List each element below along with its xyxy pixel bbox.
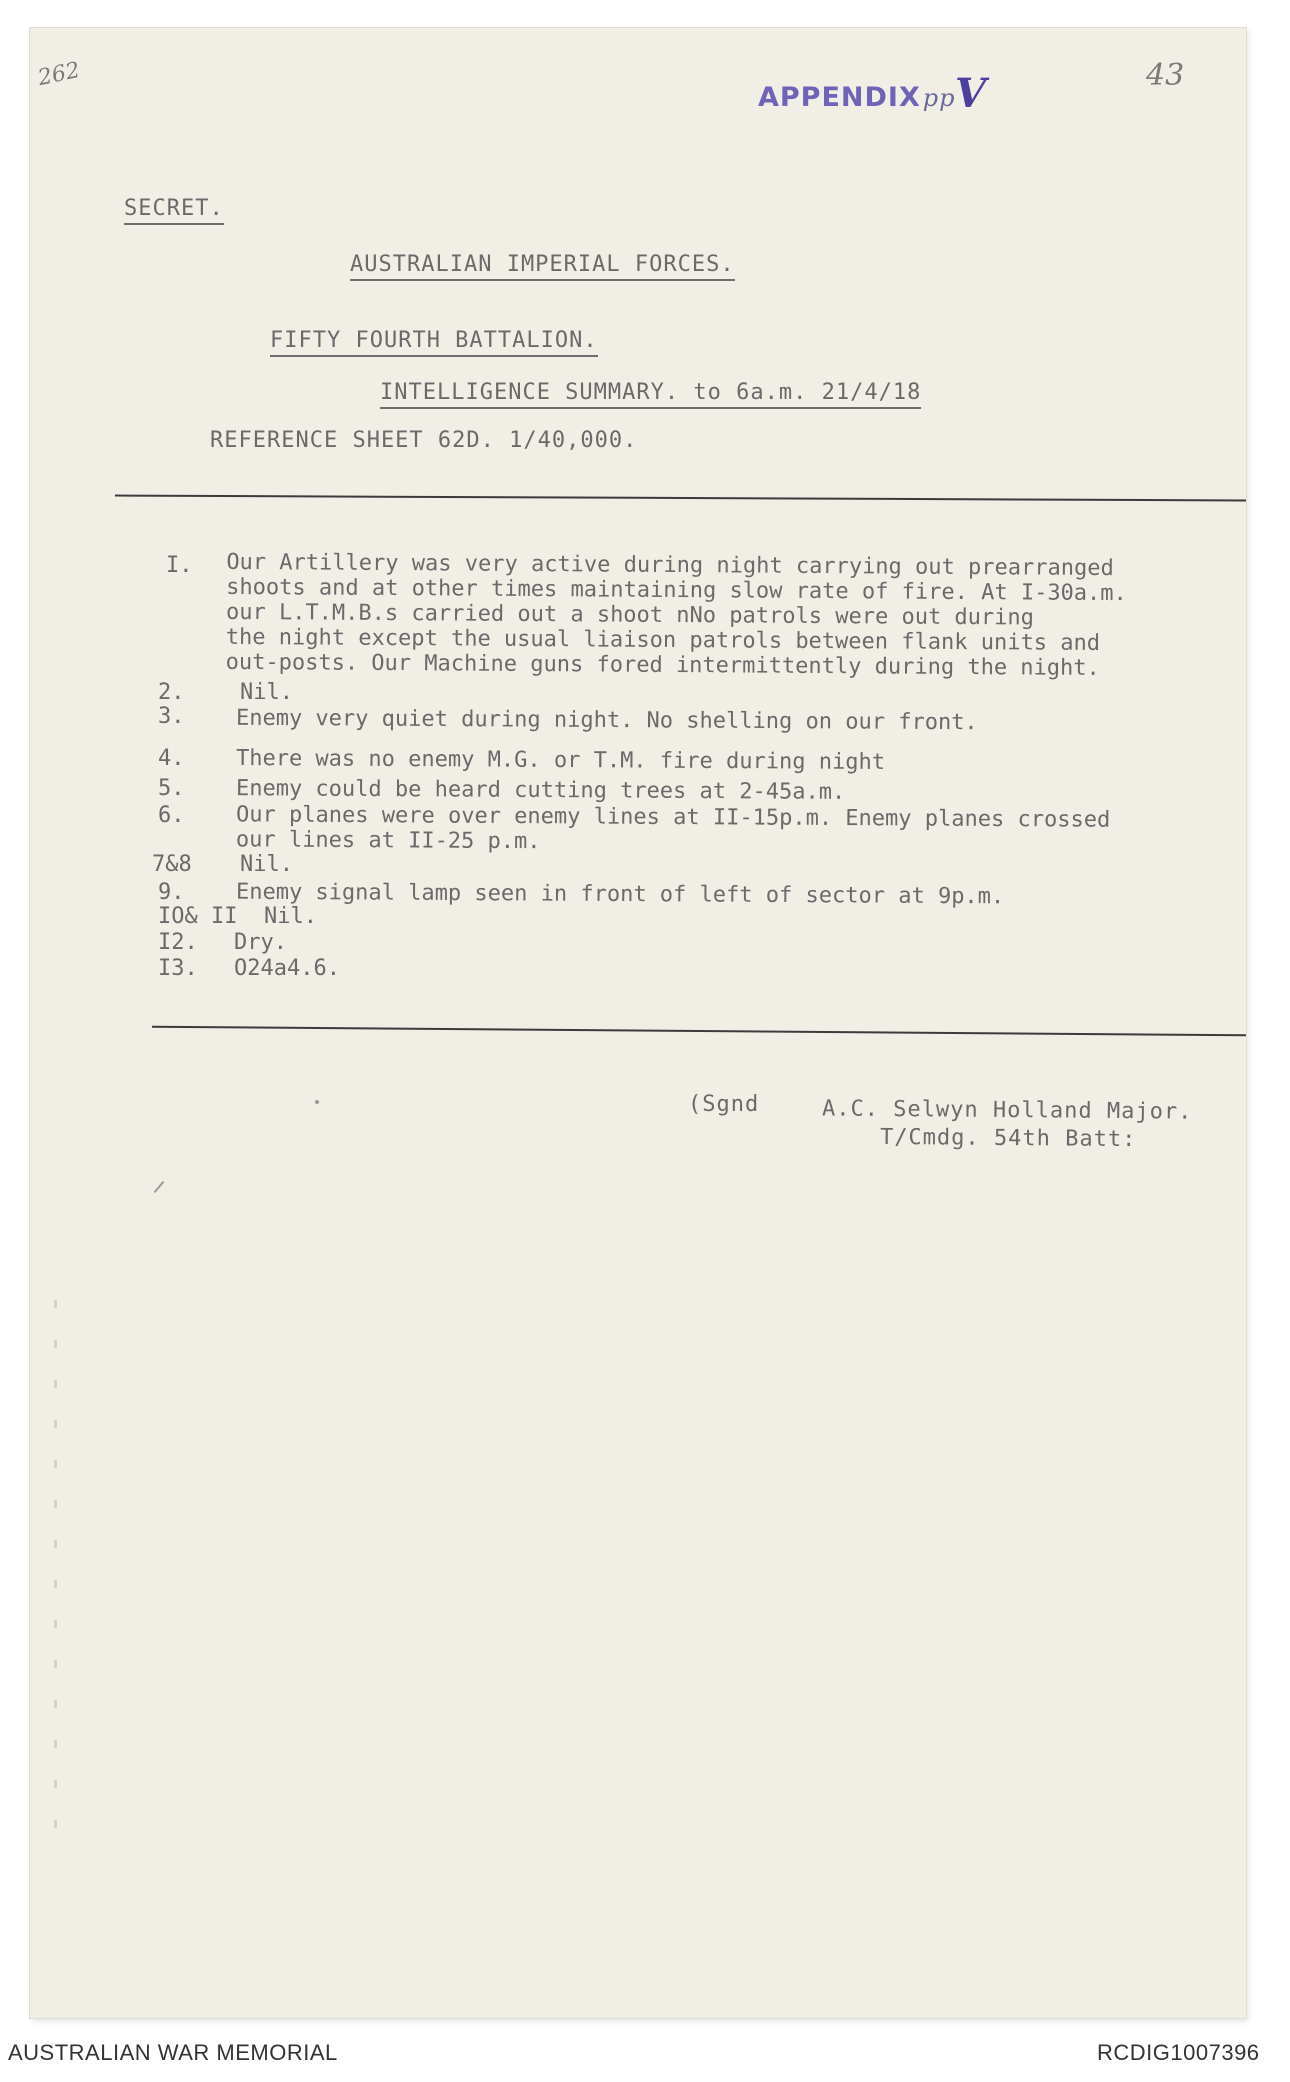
item-number: I3.: [158, 956, 198, 981]
item-text: [234, 930, 287, 955]
item-text: [234, 956, 340, 981]
item-number: I.: [166, 553, 193, 578]
force-heading: AUSTRALIAN IMPERIAL FORCES.: [350, 252, 735, 281]
item-number: IO& II: [158, 904, 238, 929]
appendix-stamp-suffix: pp: [922, 84, 956, 112]
item-text-line: Nil.: [264, 904, 317, 929]
item-number: 2.: [158, 680, 185, 705]
punch-hole: [54, 1340, 57, 1348]
item-text-line: There was no enemy M.G. or T.M. fire during night: [235, 746, 886, 775]
punch-hole: [54, 1820, 57, 1828]
footer-left: AUSTRALIAN WAR MEMORIAL: [8, 2040, 338, 2065]
item-text: [236, 706, 978, 736]
item-number: 4.: [158, 746, 185, 771]
punch-hole: [54, 1420, 57, 1428]
item-text-line: Enemy signal lamp seen in front of left of sector at 9p.m.: [235, 879, 1005, 910]
item-text: [236, 776, 845, 805]
punch-hole: [54, 1740, 57, 1748]
punch-hole: [54, 1580, 57, 1588]
signatory-title: T/Cmdg. 54th Batt:: [879, 1124, 1137, 1153]
map-reference: REFERENCE SHEET 62D. 1/40,000.: [210, 428, 638, 453]
item-number: 7&8: [152, 852, 192, 877]
item-text-line: Enemy could be heard cutting trees at 2-45a.m.: [235, 776, 846, 805]
item-text-line: Our planes were over enemy lines at II-15p.m. Enemy planes crossed: [236, 802, 1111, 833]
item-text: [240, 680, 293, 705]
item-text-line: the night except the usual liaison patrols between flank units and: [225, 624, 1101, 656]
item-text-line: our L.T.M.B.s carried out a shoot nNo patrols were out during: [225, 599, 1035, 631]
punch-hole: [54, 1300, 57, 1308]
document-sheet: [30, 28, 1246, 2018]
appendix-roman-numeral: V: [955, 70, 987, 117]
report-title: INTELLIGENCE SUMMARY. to 6a.m. 21/4/18: [380, 380, 921, 409]
pencil-mark: [315, 1100, 319, 1104]
item-text-line: Our Artillery was very active during night carrying out prearranged: [226, 549, 1114, 582]
item-text-line: Nil.: [240, 852, 293, 877]
item-text: [240, 852, 293, 877]
appendix-stamp: [758, 82, 956, 113]
footer-right: RCDIG1007396: [1097, 2040, 1260, 2065]
punch-hole: [54, 1500, 57, 1508]
item-text-line: out-posts. Our Machine guns fored intermittently during the night.: [225, 649, 1100, 681]
punch-hole: [54, 1540, 57, 1548]
item-text: [236, 746, 885, 775]
item-text-line: O24a4.6.: [234, 956, 340, 981]
classification-heading: SECRET.: [124, 196, 224, 225]
item-number: 3.: [158, 704, 185, 729]
item-text-line: our lines at II-25 p.m.: [235, 827, 541, 855]
item-number: I2.: [158, 930, 198, 955]
item-number: 9.: [158, 880, 185, 905]
item-text: [226, 550, 1128, 681]
punch-hole: [54, 1380, 57, 1388]
item-text: [236, 802, 1110, 857]
item-number: 5.: [158, 776, 185, 801]
punch-hole: [54, 1660, 57, 1668]
item-text: [264, 904, 317, 929]
item-text-line: Nil.: [240, 680, 293, 705]
punch-hole: [54, 1460, 57, 1468]
folio-number-left: 262: [35, 57, 83, 92]
appendix-stamp-text: APPENDIX: [758, 82, 921, 113]
item-number: 6.: [158, 803, 185, 828]
punch-hole: [54, 1780, 57, 1788]
signatory-name: A.C. Selwyn Holland Major.: [821, 1096, 1193, 1125]
unit-heading: FIFTY FOURTH BATTALION.: [270, 328, 598, 357]
punch-hole: [54, 1620, 57, 1628]
punch-hole: [54, 1700, 57, 1708]
item-text-line: shoots and at other times maintaining slow rate of fire. At I-30a.m.: [226, 574, 1127, 607]
item-text-line: Dry.: [234, 930, 287, 955]
folio-number-right: 43: [1146, 58, 1185, 93]
item-text: [236, 880, 1004, 910]
item-text-line: Enemy very quiet during night. No shelling on our front.: [235, 705, 978, 736]
signed-marker: (Sgnd: [688, 1092, 760, 1117]
